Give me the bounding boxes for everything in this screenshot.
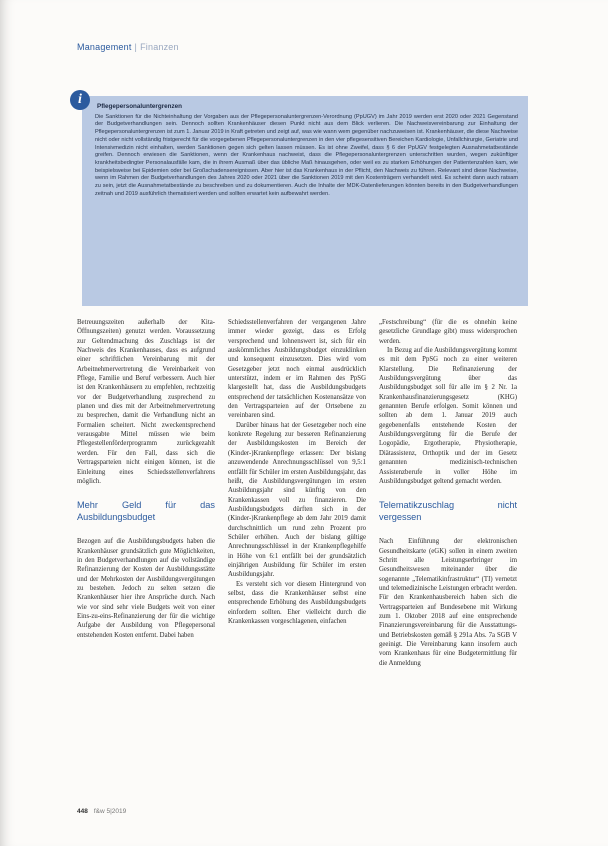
page-footer	[77, 808, 126, 815]
col1-paragraph-1: Betreuungszeiten außerhalb der Kita-Öffnungszeiten) genutzt werden. Voraussetzung zur Geltendmachung des Zuschlags ist der Nachweis des Krankenhauses, dass es aufgrund einer schriftlichen Vereinbarung mit der Arbeitnehmervertretung die Vereinbarkeit von Pflege, Familie und Beruf verbessern. Auch hier ist den Krankenhäusern zu empfehlen, rechtzeitig vor der Budgetverhandlung zusprechend zu planen und dies mit der Arbeitnehmervertretung zu besprechen, damit die Verhandlung nicht an Formalien scheitert. Nicht zweckentsprechend verausgabte Mittel müssen wie beim Pflegestellenförderprogramm zurückgezahlt werden. Für den Fall, dass sich die Vertragsparteien nicht einigen können, ist die Einleitung eines Schiedsstellenverfahrens möglich.	[77, 319, 215, 485]
subheading-ausbildungsbudget: Mehr Geld für das Ausbildungsbudget	[77, 500, 215, 523]
info-box-title: Pflegepersonaluntergrenzen	[97, 103, 183, 110]
info-box	[78, 92, 528, 306]
header-separator: |	[134, 42, 138, 52]
subheading-telematikzuschlag: Telematikzuschlag nicht vergessen	[379, 500, 517, 523]
col3-paragraph-1: „Festschreibung“ (für die es ohnehin keine gesetzliche Grundlage gibt) muss widersprochen werden.	[379, 319, 517, 345]
running-header	[77, 42, 179, 52]
magazine-name: f&w 5|2019	[93, 808, 127, 815]
col2-paragraph-2: Darüber hinaus hat der Gesetzgeber noch eine konkrete Regelung zur besseren Refinanzierung der Ausbildungskosten im Bereich der (Kinder-)Krankenpflege erlassen: Der bislang anzuwendende Anrechnungsschlüssel von 9,5:1 entfällt für Schüler im ersten Ausbildungsjahr, das heißt, die Ausbildungsvergütungen im ersten Ausbildungsjahr sind künftig von den Krankenkassen voll zu finanzieren. Die Ausbildungsbudgets dürften sich in der (Kinder-)Krankenpflege ab dem Jahr 2019 damit durchschnittlich um rund zehn Prozent pro Schüler erhöhen. Auch der bislang gültige Anrechnungsschlüssel in der Krankenpflegehilfe in Höhe von 6:1 entfällt bei der grundsätzlich einjährigen Ausbildung für Schüler im ersten Ausbildungsjahr.	[228, 421, 366, 579]
col3-paragraph-3: Nach Einführung der elektronischen Gesundheitskarte (eGK) sollen in einem zweiten Schritt alle Leistungserbringer im Gesundheitswesen miteinander über die sogenannte „Telematikinfrastruktur“ (TI) vernetzt und telemedizinische Leistungen erbracht werden. Für den Krankenhausbereich haben sich die Vertragsparteien auf Bundesebene mit Wirkung zum 1. Oktober 2018 auf eine entsprechende Finanzierungsvereinbarung für die Ausstattungs- und Betriebskosten gemäß § 291a Abs. 7a SGB V geeinigt. Die Vereinbarung kann insofern auch vom Krankenhaus für eine Budgetermittlung für die Anmeldung	[379, 538, 517, 667]
info-box-text: Die Sanktionen für die Nichteinhaltung der Vorgaben aus der Pflegepersonaluntergrenzen-Verordnung (PpUGV) im Jahr 2019 werden erst 2020 oder 2021 Gegenstand der Budgetverhandlungen sein. Dennoch sollten Krankenhäuser diesen Punkt nicht aus dem Blick verlieren. Die Nachweisvereinbarung zur Einhaltung der Pflegepersonaluntergrenzen ist zum 1. Januar 2019 in Kraft getreten und zeigt auf, was wie wann wem gegenüber nachzuweisen ist. Krankenhäuser, die diese Nachweise nicht oder nicht vollständig fristgerecht für die vorgegebenen Pflegepersonaluntergrenzen in den vier pflegesensitiven Bereichen Kardiologie, Unfallchirurgie, Geriatrie und Intensivmedizin nicht einhalten, werden Sanktionen gegen sich gelten lassen müssen. Es ist ohne Zweifel, dass § 6 der PpUGV festgelegten Ausnahmetatbestände greifen. Dennoch erwiesen die Sanktionen, wenn der Krankenhaus nachweist, dass die Pflegepersonaluntergrenzen unterschritten wurden, wegen zukünftiger krankheitsbedingter Personalausfälle kam, die in ihrem Ausmaß über das übliche Maß hinausgehen, oder weil es zu starken Erhöhungen der Patientenzahlen kam, wie beispielsweise bei Epidemien oder bei Großschadensereignissen. Aber hier ist das Krankenhaus in der Pflicht, den Nachweis zu führen. Relevant sind diese Nachweise, wenn im Rahmen der Budgetverhandlungen des Jahres 2020 oder 2021 über die Sanktionen 2019 mit den Kostenträgern verhandelt wird. Es scheint dann auch ratsam zu sein, jetzt die Ausnahmetatbestände zu beschreiben und zu dokumentieren. Auch die Inhalte der MDK-Datenlieferungen könnten bereits in den Budgetverhandlungen zeitnah und 2019 ausführlich thematisiert werden und sollten erwartet kein aufbewahrt werden.	[95, 113, 518, 197]
col3-paragraph-2: In Bezug auf die Ausbildungsvergütung kommt es mit dem PpSG noch zu einer weiteren Klarstellung. Die Refinanzierung der Ausbildungsvergütung über das Ausbildungsbudget soll für alle im § 2 Nr. 1a Krankenhausfinanzierungsgesetz (KHG) genannten Berufe erfolgen. Somit können und sollten ab dem 1. Januar 2019 auch gegebenenfalls entstehende Kosten der Ausbildungsvergütung für die Berufe der Logopädie, Ergotherapie, Physiotherapie, Diätassistenz, Orthoptik und der im Gesetz genannten medizinisch-technischen Assistenzberufe in voller Höhe im Ausbildungsbudget geltend gemacht werden.	[379, 347, 517, 485]
header-subsection: Finanzen	[140, 42, 179, 52]
text-column-1	[77, 318, 215, 640]
text-column-3	[379, 318, 517, 668]
col2-paragraph-1: Schiedsstellenverfahren der vergangenen Jahre immer wieder gezeigt, dass es Erfolg versprechend und lohnenswert ist, sich für ein auskömmliches Ausbildungsbudget einzuklinken und konsequent einzusetzen. Dies wird vom Gesetzgeber jetzt noch einmal ausdrücklich unterstützt, indem er im Rahmen des PpSG klargestellt hat, dass die Ausbildungsbudgets entsprechend der tatsächlichen Kostenansätze von den Vertragsparteien auf der Ortsebene zu vereinbaren sind.	[228, 319, 366, 420]
page-number: 448	[77, 808, 88, 815]
col1-paragraph-2: Bezogen auf die Ausbildungsbudgets haben die Krankenhäuser grundsätzlich gute Möglichkeiten, in den Budgetverhandlungen auf die vollständige Refinanzierung der Kosten der Ausbildungsstätte und der Mehrkosten der Ausbildungsvergütungen zu bestehen. Jedoch zu selten setzen die Krankenhäuser hier ihre Ansprüche durch. Nach wie vor sind sehr viele Budgets weit von einer Eins-zu-eins-Refinanzierung der für die wichtige Aufgabe der Ausbildung von Pflegepersonal entstehenden Kosten entfernt. Dabei haben	[77, 538, 215, 639]
header-section: Management	[77, 42, 132, 52]
text-column-2	[228, 318, 366, 626]
col2-paragraph-3: Es versteht sich vor diesem Hintergrund von selbst, dass die Krankenhäuser selbst eine entsprechende Erhöhung des Ausbildungsbudgets einfordern sollten. Eher vielleicht durch die Krankenkassen vorgeschlagenen, einfachen	[228, 580, 366, 625]
info-icon: i	[70, 90, 90, 110]
